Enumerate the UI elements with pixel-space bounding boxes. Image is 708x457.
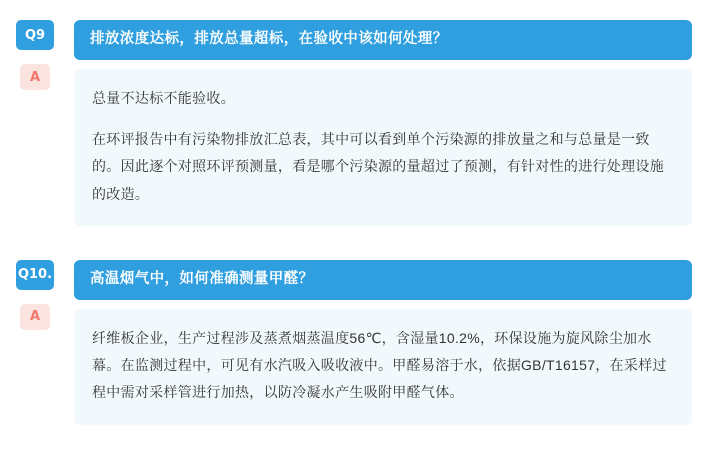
question-number-badge: Q10. (16, 260, 54, 290)
answer-paragraph: 总量不达标不能验收。 (92, 89, 235, 106)
question-text: 排放浓度达标，排放总量超标，在验收中该如何处理？ (74, 20, 692, 60)
answer-body (74, 309, 692, 425)
qa-content (74, 260, 692, 425)
answer-body (74, 69, 692, 226)
badge-column (16, 260, 60, 330)
answer-paragraph: 在环评报告中有污染物排放汇总表，其中可以看到单个污染源的排放量之和与总量是一致的。因此逐个对照环评预测量，看是哪个污染源的量超过了预测，有针对性的进行处理设施的改造。 (92, 131, 664, 202)
question-number-badge: Q9 (16, 20, 54, 50)
qa-block-q10 (16, 260, 692, 425)
qa-content (74, 20, 692, 226)
answer-paragraph: 纤维板企业，生产过程涉及蒸煮烟蒸温度56℃，含湿量10.2%，环保设施为旋风除尘加水幕。在监测过程中，可见有水汽吸入吸收液中。甲醛易溶于水，依据GB/T16157，在采样过程中需对采样管进行加热，以防冷凝水产生吸附甲醛气体。 (92, 329, 667, 401)
question-text: 高温烟气中，如何准确测量甲醛？ (74, 260, 692, 300)
answer-label-badge: A (20, 304, 50, 330)
qa-block-q9 (16, 20, 692, 226)
badge-column (16, 20, 60, 90)
answer-label-badge: A (20, 64, 50, 90)
